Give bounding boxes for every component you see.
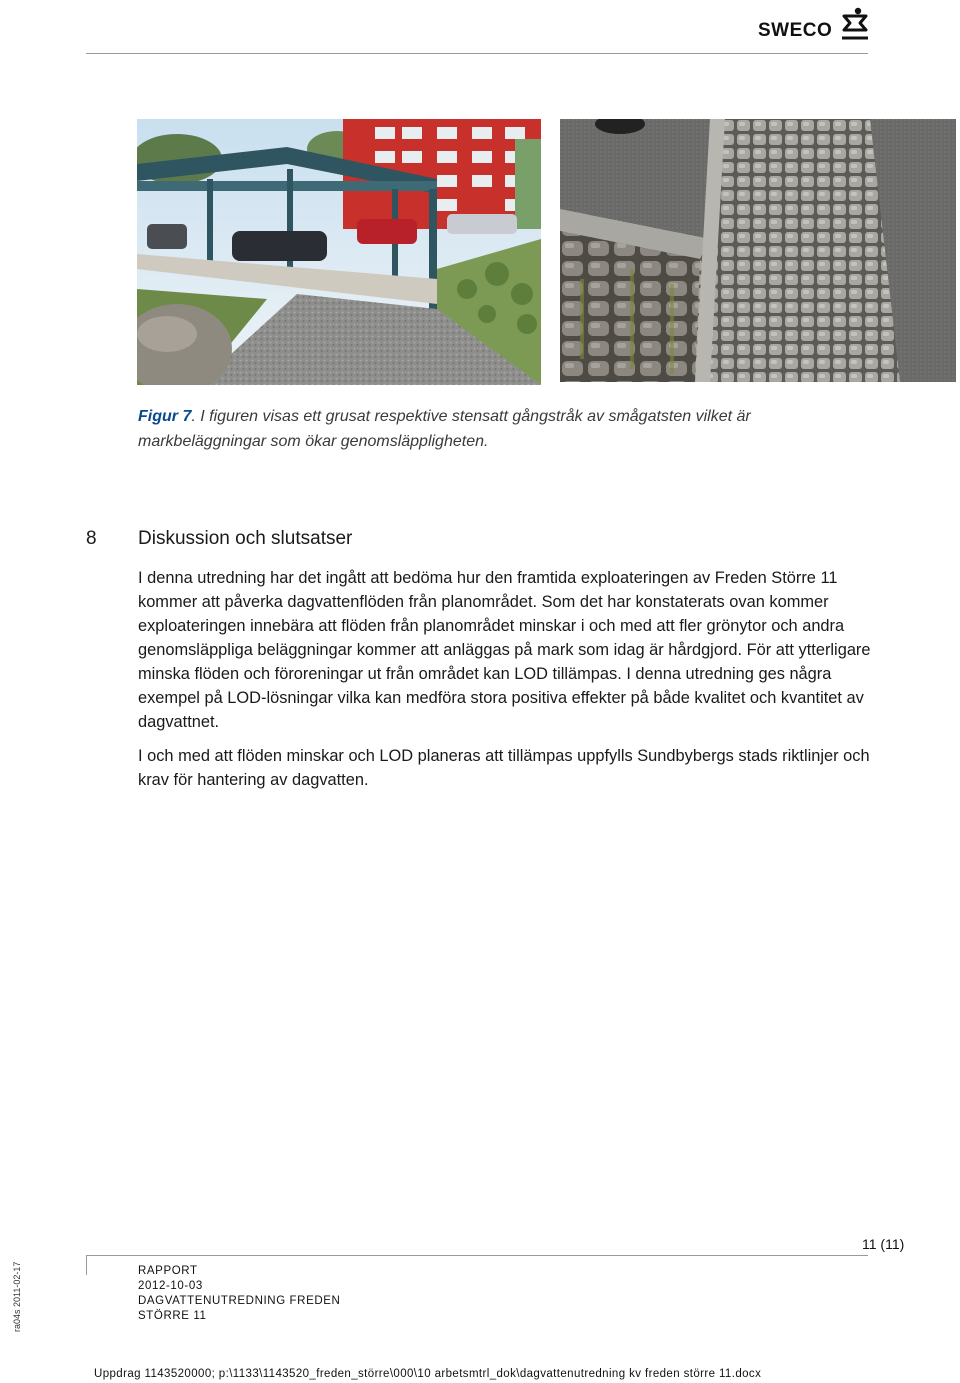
sweco-logo <box>758 6 870 46</box>
document-path: Uppdrag 1143520000; p:\1133\1143520_freden_större\000\10 arbetsmtrl_dok\dagvattenutredning kv freden större 11.docx <box>94 1368 762 1380</box>
footer-line: STÖRRE 11 <box>138 1310 207 1322</box>
footer-line: RAPPORT <box>138 1265 198 1277</box>
footer-tick <box>86 1255 87 1275</box>
figure-caption <box>138 404 838 454</box>
template-code: ra04s 2011-02-17 <box>12 1261 22 1332</box>
figure-caption-text: . I figuren visas ett grusat respektive stensatt gångstråk av smågatsten vilket är markbeläggningar som ökar genomsläppligheten. <box>138 408 751 450</box>
footer-line: DAGVATTENUTREDNING FREDEN <box>138 1295 341 1307</box>
section-number: 8 <box>86 528 97 549</box>
header-rule <box>86 53 868 54</box>
page-number: 11 (11) <box>862 1236 905 1252</box>
paragraph: I och med att flöden minskar och LOD planeras att tillämpas uppfylls Sundbybergs stads riktlinjer och krav för hantering av dagvatten. <box>138 747 870 789</box>
figure-label: Figur 7 <box>138 408 192 425</box>
logo-text: SWECO <box>758 20 833 41</box>
section-title: Diskussion och slutsatser <box>138 528 353 549</box>
footer-report-info <box>138 1264 340 1324</box>
footer-line: 2012-10-03 <box>138 1280 203 1292</box>
paragraph: I denna utredning har det ingått att bedöma hur den framtida exploateringen av Freden Större 11 kommer att påverka dagvattenflöden från planområdet. Som det har konstaterats ovan kommer exploateringen innebära att flöden från planområdet minskar i och med att fler grönytor och andra genomsläppliga beläggningar kommer att anläggas på mark som idag är hårdgjord. För att ytterligare minska flöden och föroreningar ut från området kan LOD tillämpas. I denna utredning ges några exempel på LOD-lösningar vilka kan medföra stora positiva effekter på både kvalitet och kvantitet av dagvattnet. <box>138 569 871 731</box>
footer-rule <box>86 1255 868 1256</box>
photo-gravel-path <box>137 119 541 385</box>
photo-cobblestone-path <box>560 119 956 382</box>
sweco-figure-icon <box>840 6 870 42</box>
